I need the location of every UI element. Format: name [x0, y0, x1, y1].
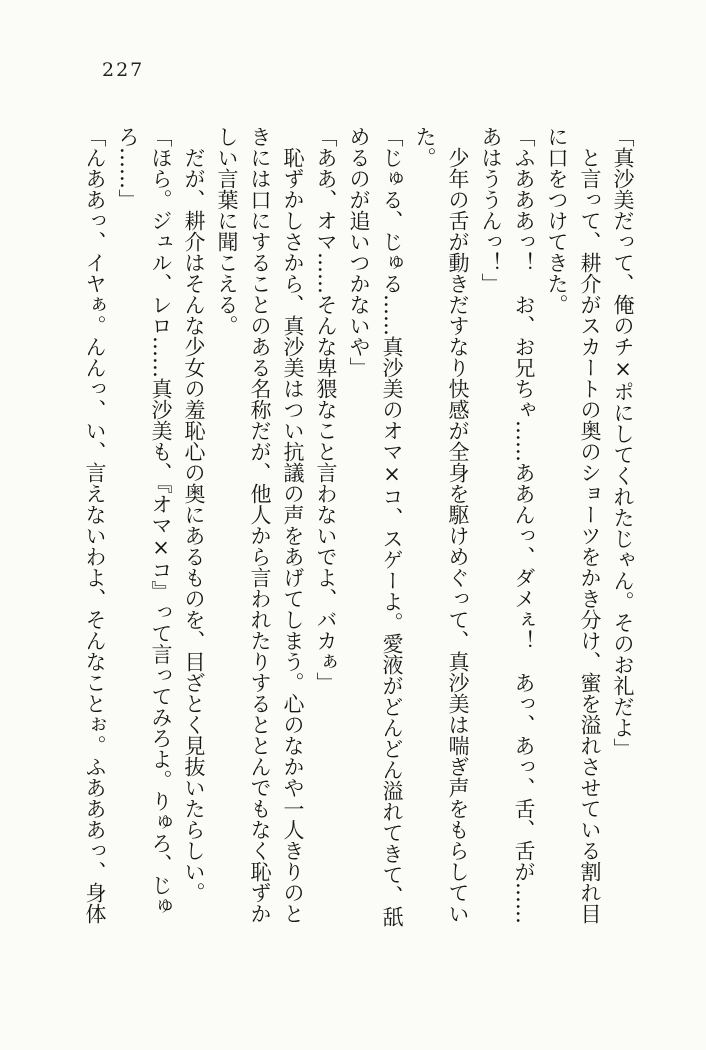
text-line: しい言葉に聞こえる。: [215, 126, 239, 336]
text-line: た。: [413, 126, 437, 168]
text-line: だが、耕介はそんな少女の羞恥心の奥にあるものを、目ざとく見抜いたらしい。: [182, 126, 206, 903]
text-line: あはううんっ！」: [479, 126, 503, 294]
page-number: 227: [102, 59, 145, 81]
text-line: 「真沙美だって、俺のチ×ポにしてくれたじゃん。そのお礼だよ」: [611, 126, 635, 759]
text-line: ろ……」: [116, 126, 140, 210]
text-line: めるのが追いつかないや」: [347, 126, 371, 378]
text-line: 「んああっ、イヤぁ。んんっ、い、言えないわよ、そんなことぉ。ふあああっ、身体: [83, 126, 107, 924]
text-line: 「ほら。ジュル、レロ……真沙美も、『オマ×コ』って言ってみろよ。りゅろ、じゅ: [149, 126, 173, 917]
text-line: 「ああ、オマ……そんな卑猥なこと言わないでよ、バカぁ」: [314, 126, 338, 693]
text-line: 「ふあああっ！ お、お兄ちゃ……ああんっ、ダメぇ！ あっ、あっ、舌、舌が……: [512, 126, 536, 924]
text-line: 恥ずかしさから、真沙美はつい抗議の声をあげてしまう。心のなかや一人きりのと: [281, 126, 305, 924]
text-line: きには口にすることのある名称だが、他人から言われたりするととんでもなく恥ずか: [248, 126, 272, 924]
text-line: に口をつけてきた。: [545, 126, 569, 315]
text-body: [78, 126, 639, 946]
text-line: と言って、耕介がスカートの奥のショーツをかき分け、蜜を溢れさせている割れ目: [578, 126, 602, 924]
text-line: 「じゅる、じゅる……真沙美のオマ×コ、スゲーよ。愛液がどんどん溢れてきて、舐: [380, 126, 404, 927]
text-line: 少年の舌が動きだすなり快感が全身を駆けめぐって、真沙美は喘ぎ声をもらしてい: [446, 126, 470, 924]
